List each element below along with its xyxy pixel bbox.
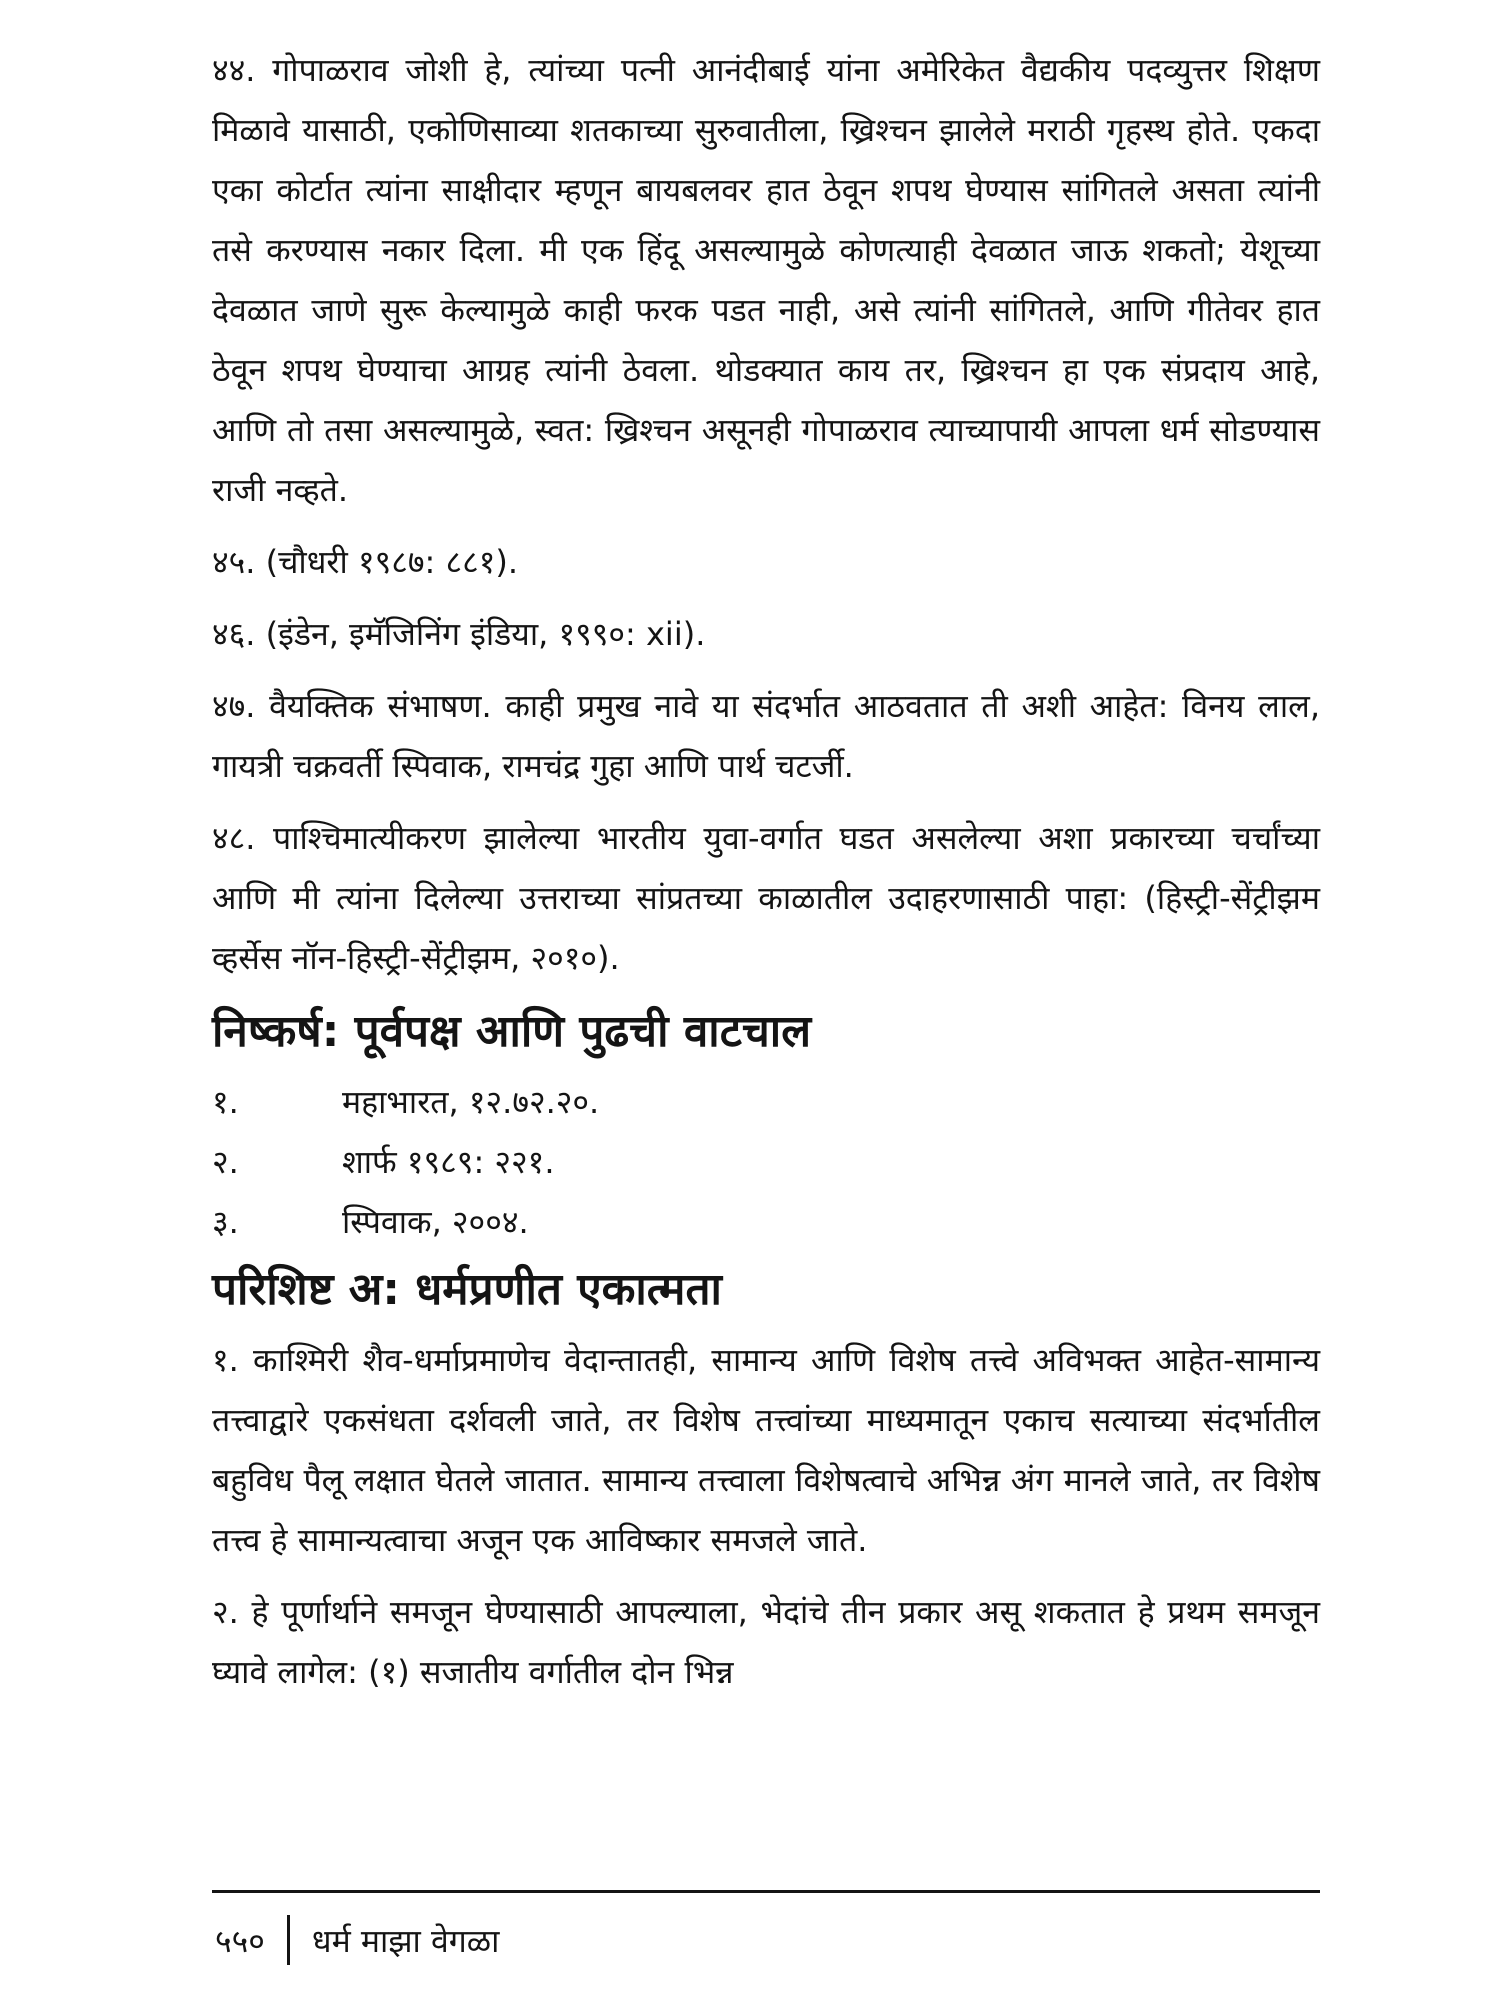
- section-heading-conclusion: निष्कर्ष: पूर्वपक्ष आणि पुढची वाटचाल: [212, 1006, 812, 1057]
- list-item: [212, 1072, 1320, 1132]
- footer-divider: [212, 1890, 1320, 1893]
- footer-separator: [287, 1915, 290, 1965]
- list-item-number: ३.: [212, 1203, 239, 1241]
- running-title: धर्म माझा वेगळा: [311, 1921, 500, 1960]
- list-item-text: स्पिवाक, २००४.: [342, 1203, 529, 1241]
- appendix-note-2: २. हे पूर्णार्थाने समजून घेण्यासाठी आपल्याला, भेदांचे तीन प्रकार असू शकतात हे प्रथम समजून घ्यावे लागेल: (१) सजातीय वर्गातील दोन भिन्न: [212, 1593, 1320, 1691]
- footnote-48: ४८. पाश्चिमात्यीकरण झालेल्या भारतीय युवा-वर्गात घडत असलेल्या अशा प्रकारच्या चर्चांच्या आणि मी त्यांना दिलेल्या उत्तराच्या सांप्रतच्या काळातील उदाहरणासाठी पाहा: (हिस्ट्री-सेंट्रीझम व्हर्सेस नॉन-हिस्ट्री-सेंट्रीझम, २०१०).: [212, 819, 1320, 977]
- page-content: [212, 40, 1320, 1714]
- section-heading-appendix-a: परिशिष्ट अ: धर्मप्रणीत एकात्मता: [212, 1264, 722, 1315]
- list-item-number: १.: [212, 1083, 239, 1121]
- footnote-47: ४७. वैयक्तिक संभाषण. काही प्रमुख नावे या संदर्भात आठवतात ती अशी आहेत: विनय लाल, गायत्री चक्रवर्ती स्पिवाक, रामचंद्र गुहा आणि पार्थ चटर्जी.: [212, 687, 1320, 785]
- page-number: ५५०: [215, 1921, 265, 1960]
- footnote-45: ४५. (चौधरी १९८७: ८८१).: [212, 543, 519, 581]
- appendix-note-1: १. काश्मिरी शैव-धर्माप्रमाणेच वेदान्तातही, सामान्य आणि विशेष तत्त्वे अविभक्त आहेत-सामान्य तत्त्वाद्वारे एकसंधता दर्शवली जाते, तर विशेष तत्त्वांच्या माध्यमातून एकाच सत्याच्या संदर्भातील बहुविध पैलू लक्षात घेतले जातात. सामान्य तत्त्वाला विशेषत्वाचे अभिन्न अंग मानले जाते, तर विशेष तत्त्व हे सामान्यत्वाचा अजून एक आविष्कार समजले जाते.: [212, 1341, 1320, 1559]
- list-item: [212, 1192, 1320, 1252]
- list-item-text: महाभारत, १२.७२.२०.: [342, 1083, 600, 1121]
- list-item-text: शार्फ १९८९: २२१.: [342, 1143, 555, 1181]
- footnote-46: ४६. (इंडेन, इमॅजिनिंग इंडिया, १९९०: xii).: [212, 615, 706, 653]
- page-footer: [215, 1910, 499, 1970]
- list-item: [212, 1132, 1320, 1192]
- footnote-44: ४४. गोपाळराव जोशी हे, त्यांच्या पत्नी आनंदीबाई यांना अमेरिकेत वैद्यकीय पदव्युत्तर शिक्षण मिळावे यासाठी, एकोणिसाव्या शतकाच्या सुरुवातीला, ख्रिश्चन झालेले मराठी गृहस्थ होते. एकदा एका कोर्टात त्यांना साक्षीदार म्हणून बायबलवर हात ठेवून शपथ घेण्यास सांगितले असता त्यांनी तसे करण्यास नकार दिला. मी एक हिंदू असल्यामुळे कोणत्याही देवळात जाऊ शकतो; येशूच्या देवळात जाणे सुरू केल्यामुळे काही फरक पडत नाही, असे त्यांनी सांगितले, आणि गीतेवर हात ठेवून शपथ घेण्याचा आग्रह त्यांनी ठेवला. थोडक्यात काय तर, ख्रिश्चन हा एक संप्रदाय आहे, आणि तो तसा असल्यामुळे, स्वत: ख्रिश्चन असूनही गोपाळराव त्याच्यापायी आपला धर्म सोडण्यास राजी नव्हते.: [212, 51, 1320, 509]
- list-item-number: २.: [212, 1143, 239, 1181]
